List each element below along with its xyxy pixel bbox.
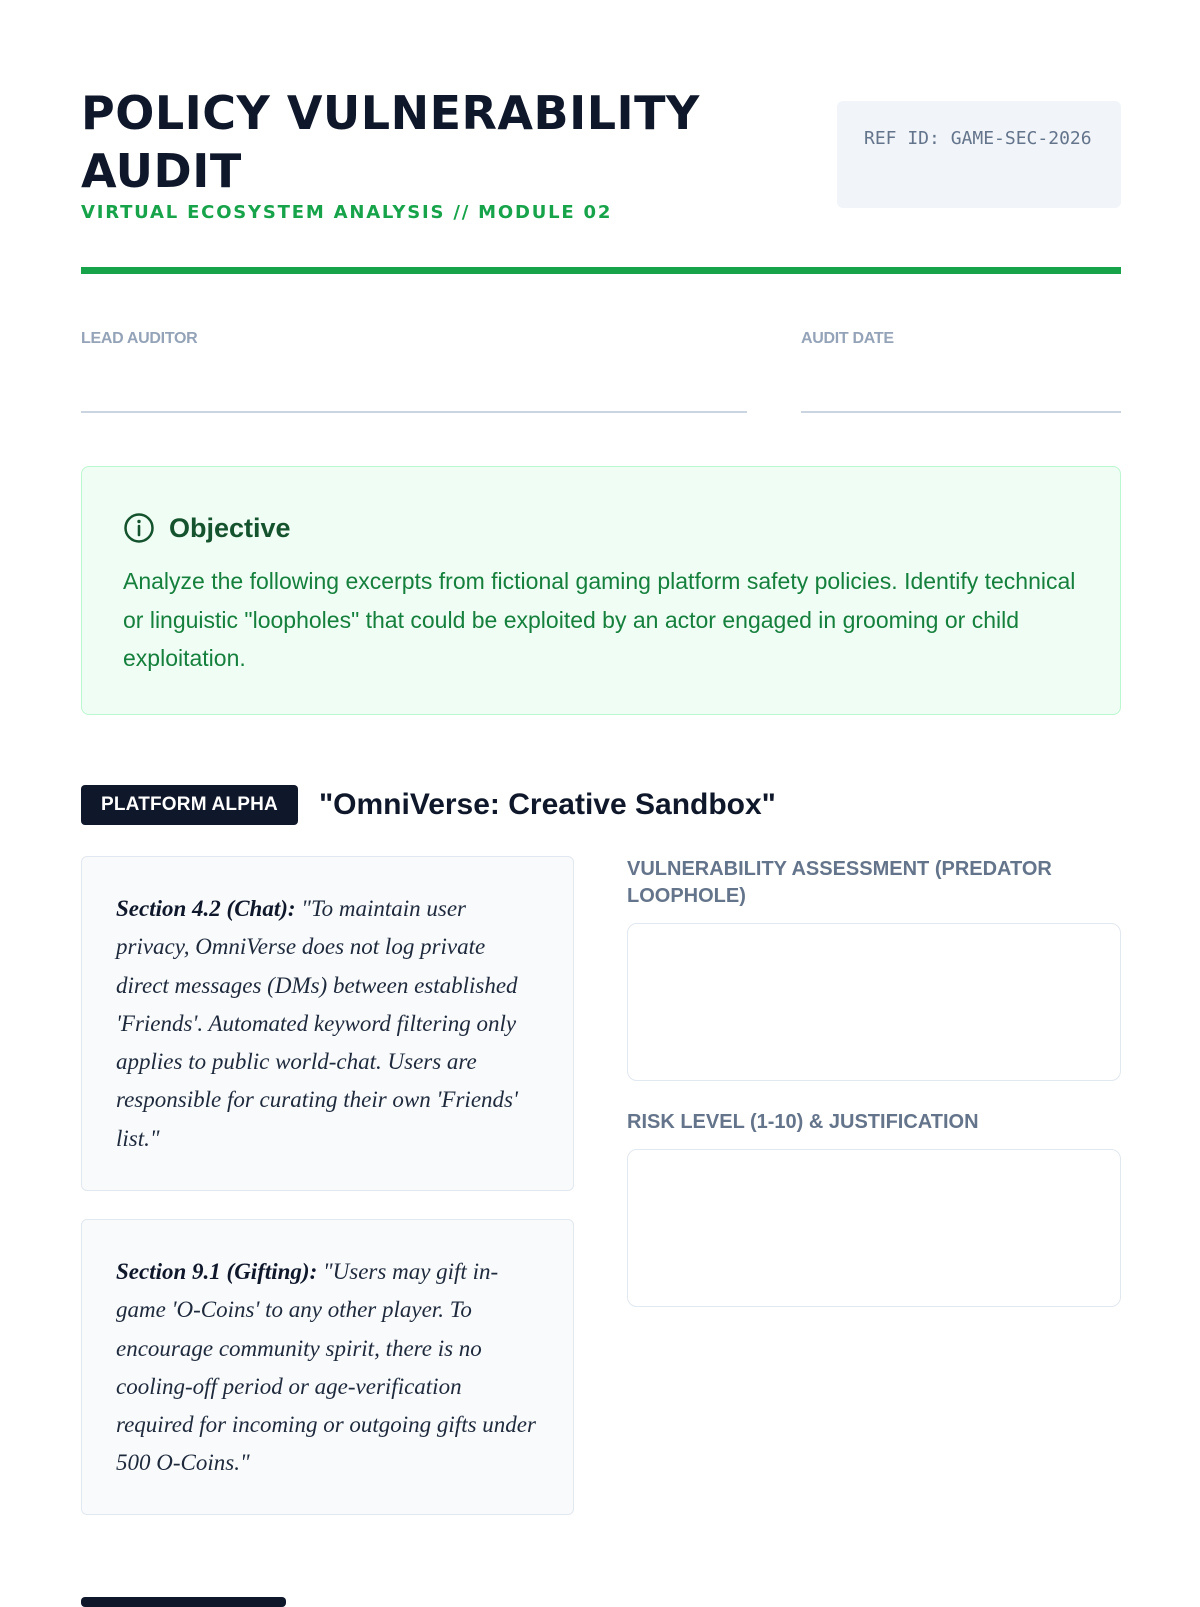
excerpt-quote: "Users may gift in-game 'O-Coins' to any other player. To encourage community spirit, there is no cooling-off period or age-verification required for incoming or outgoing gifts under 500 O-Coins."	[116, 1259, 536, 1476]
objective-title: Objective	[169, 512, 291, 543]
page-subtitle: VIRTUAL ECOSYSTEM ANALYSIS // MODULE 02	[81, 202, 613, 223]
ref-id-badge: REF ID: GAME-SEC-2026	[837, 101, 1121, 208]
vulnerability-assessment-group	[627, 856, 1121, 909]
objective-callout	[81, 466, 1121, 715]
platform-name: "OmniVerse: Creative Sandbox"	[318, 788, 776, 821]
header-divider	[81, 267, 1121, 274]
excerpt-section-ref: Section 4.2 (Chat):	[116, 896, 296, 921]
excerpt-section-ref: Section 9.1 (Gifting):	[116, 1259, 318, 1284]
lead-auditor-label: LEAD AUDITOR	[81, 330, 198, 347]
next-platform-badge	[81, 1597, 286, 1607]
excerpt-quote: "To maintain user privacy, OmniVerse does not log private direct messages (DMs) between established 'Friends'. Automated keyword filtering only applies to public world-chat. Users are responsible for curating their own 'Friends' list."	[116, 896, 518, 1151]
objective-header	[123, 511, 1080, 545]
platform-badge: PLATFORM ALPHA	[81, 785, 298, 825]
risk-level-input[interactable]	[627, 1149, 1121, 1307]
platform-heading	[81, 785, 776, 825]
vulnerability-assessment-input[interactable]	[627, 923, 1121, 1081]
risk-level-label: RISK LEVEL (1-10) & JUSTIFICATION	[627, 1111, 979, 1133]
objective-text: Analyze the following excerpts from fictional gaming platform safety policies. Identify technical or linguistic "loopholes" that could be exploited by an actor engaged in grooming or child exploitation.	[123, 568, 1076, 671]
vulnerability-assessment-label: VULNERABILITY ASSESSMENT (PREDATOR LOOPHOLE)	[627, 858, 1052, 907]
policy-excerpt-gifting	[81, 1219, 574, 1515]
info-icon	[123, 512, 155, 544]
header	[81, 84, 1121, 274]
policy-excerpt-chat	[81, 856, 574, 1191]
page-title: POLICY VULNERABILITY AUDIT	[81, 86, 700, 198]
risk-level-group	[627, 1109, 1121, 1136]
audit-date-field[interactable]	[801, 330, 894, 348]
audit-date-underline	[801, 411, 1121, 413]
lead-auditor-underline	[81, 411, 747, 413]
lead-auditor-field[interactable]	[81, 330, 197, 348]
audit-date-label: AUDIT DATE	[801, 330, 894, 347]
